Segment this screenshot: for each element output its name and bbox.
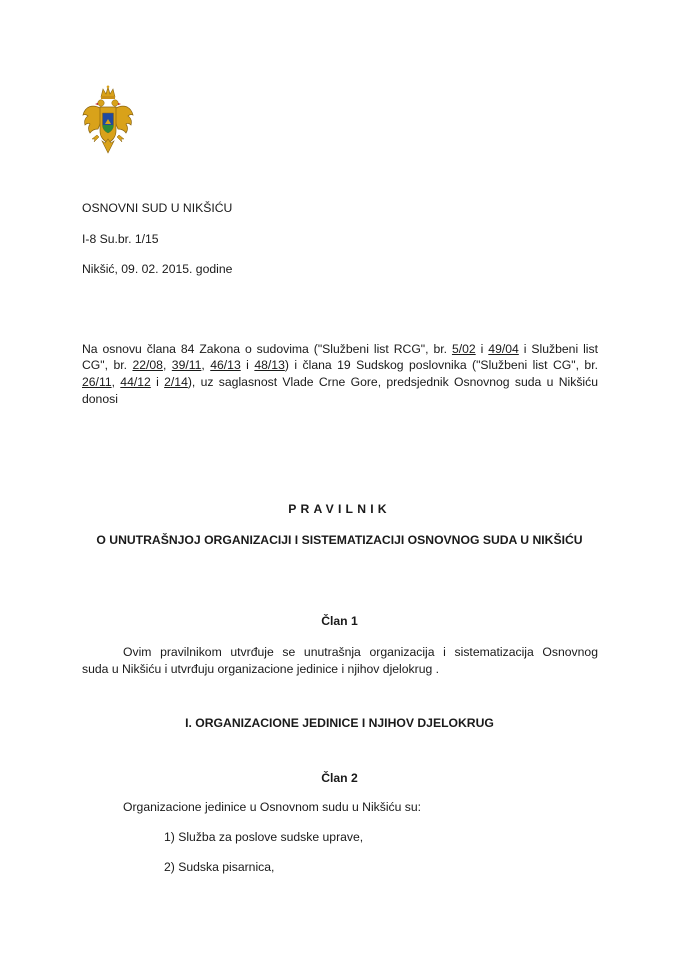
preamble-text: ) i člana 19 Sudskog poslovnika ("Službeni list CG", br. — [284, 358, 598, 372]
reference-number: I-8 Su.br. 1/15 — [82, 232, 159, 246]
preamble-text: CG", br. — [82, 358, 133, 372]
list-item: 1) Služba za poslove sudske uprave, — [164, 830, 364, 844]
gazette-ref-link[interactable]: 49/04 — [488, 342, 519, 356]
preamble-text: i — [240, 358, 255, 372]
preamble-text: i Službeni list — [518, 342, 598, 356]
gazette-ref-link[interactable]: 5/02 — [451, 342, 476, 356]
document-subtitle: O UNUTRAŠNJOJ ORGANIZACIJI I SISTEMATIZACIJI OSNOVNOG SUDA U NIKŠIĆU — [96, 533, 583, 547]
section-1-heading: I. ORGANIZACIONE JEDINICE I NJIHOV DJELOKRUG — [185, 716, 494, 730]
article-1-heading: Član 1 — [321, 614, 358, 628]
gazette-ref-link[interactable]: 46/13 — [210, 358, 241, 372]
gazette-ref-link[interactable]: 22/08 — [132, 358, 163, 372]
gazette-ref-link[interactable]: 26/11 — [82, 375, 112, 389]
article-2-heading: Član 2 — [321, 771, 358, 785]
preamble-text: , — [111, 375, 121, 389]
article-1-text-line-2: suda u Nikšiću i utvrđuju organizacione jedinice i njihov djelokrug . — [82, 662, 440, 676]
preamble-text: Na osnovu člana 84 Zakona o sudovima ("Službeni list RCG", br. — [82, 342, 452, 356]
article-1-text-line-1: Ovim pravilnikom utvrđuje se unutrašnja organizacija i sistematizacija Osnovnog — [123, 645, 598, 659]
preamble-line-4: donosi — [82, 392, 118, 406]
preamble-line-1 — [82, 342, 598, 356]
preamble-text: i — [150, 375, 165, 389]
preamble-line-2 — [82, 358, 598, 372]
preamble-text: i — [475, 342, 489, 356]
coat-of-arms-logo — [82, 85, 134, 157]
document-title: PRAVILNIK — [288, 502, 391, 516]
court-name: OSNOVNI SUD U NIKŠIĆU — [82, 201, 233, 215]
gazette-ref-link[interactable]: 39/11 — [171, 358, 202, 372]
preamble-text: , — [201, 358, 211, 372]
gazette-ref-link[interactable]: 44/12 — [120, 375, 151, 389]
article-2-intro: Organizacione jedinice u Osnovnom sudu u Nikšiću su: — [123, 800, 422, 814]
preamble-text: , — [162, 358, 172, 372]
place-date: Nikšić, 09. 02. 2015. godine — [82, 262, 233, 276]
preamble-line-3 — [82, 375, 598, 389]
preamble-text: ), uz saglasnost Vlade Crne Gore, predsjednik Osnovnog suda u Nikšiću — [187, 375, 598, 389]
gazette-ref-link[interactable]: 2/14 — [164, 375, 188, 389]
gazette-ref-link[interactable]: 48/13 — [254, 358, 285, 372]
list-item: 2) Sudska pisarnica, — [164, 860, 275, 874]
